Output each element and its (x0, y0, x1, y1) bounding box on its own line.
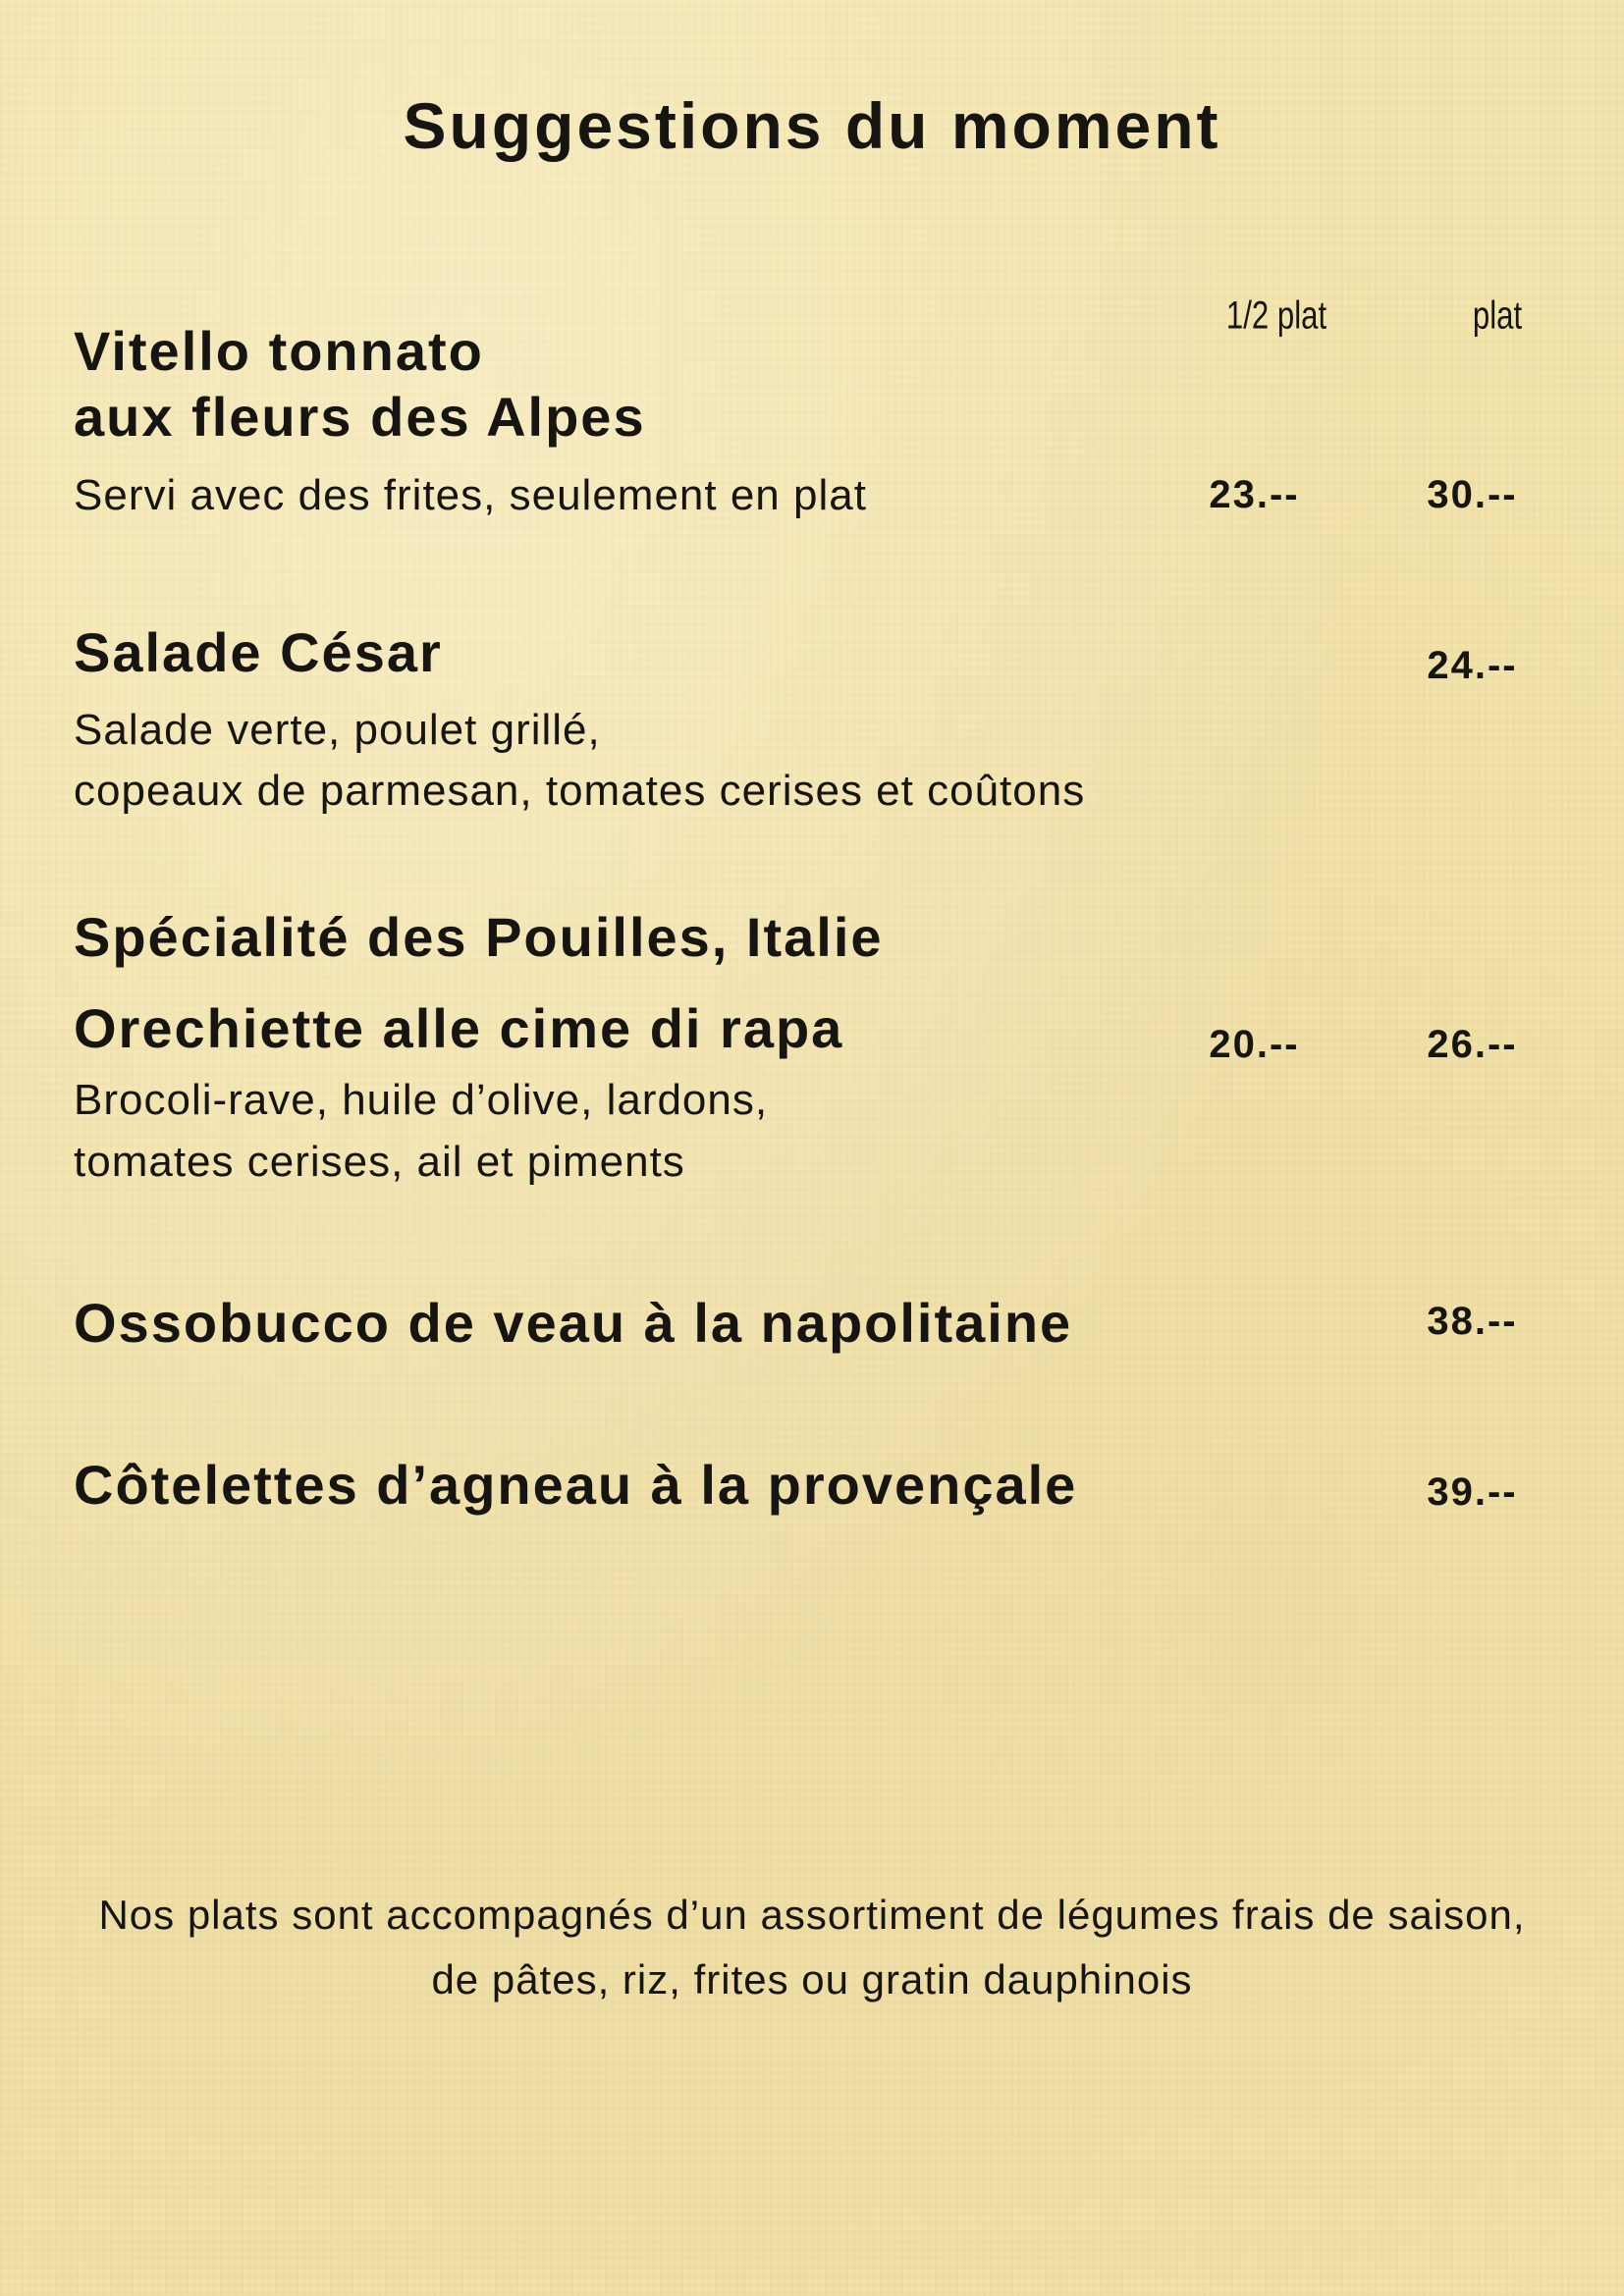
menu-item-name: Ossobucco de veau à la napolitaine (74, 1292, 1073, 1354)
menu-item-description: Servi avec des frites, seulement en plat (74, 471, 867, 519)
menu-item-name: Salade César (74, 621, 443, 683)
price-plat: 38.-- (1427, 1300, 1518, 1343)
menu-item-name: Vitello tonnato (74, 320, 484, 382)
price-column-header-plat: plat (1472, 294, 1523, 338)
price-plat: 26.-- (1427, 1023, 1518, 1066)
menu-item-name: Côtelettes d’agneau à la provençale (74, 1454, 1078, 1516)
menu-item-name: Spécialité des Pouilles, Italie (74, 906, 884, 968)
price-column-header-half-plat: 1/2 plat (1225, 294, 1327, 338)
price-plat: 39.-- (1427, 1470, 1518, 1514)
price-plat: 30.-- (1427, 473, 1518, 516)
menu-item-name: aux fleurs des Alpes (74, 386, 646, 448)
menu-item-description: Salade verte, poulet grillé, (74, 706, 601, 754)
price-half-plat: 23.-- (1209, 473, 1300, 516)
price-half-plat: 20.-- (1209, 1023, 1300, 1066)
accompaniments-note: de pâtes, riz, frites ou gratin dauphinois (431, 1956, 1193, 2002)
menu-item-description: Brocoli-rave, huile d’olive, lardons, (74, 1076, 769, 1124)
menu-item-description: tomates cerises, ail et piments (74, 1138, 685, 1186)
accompaniments-note: Nos plats sont accompagnés d’un assortiment de légumes frais de saison, (98, 1892, 1526, 1938)
menu-item-name: Orechiette alle cime di rapa (74, 997, 844, 1059)
price-plat: 24.-- (1427, 644, 1518, 687)
menu-title: Suggestions du moment (403, 89, 1221, 162)
menu-item-description: copeaux de parmesan, tomates cerises et coûtons (74, 767, 1086, 815)
